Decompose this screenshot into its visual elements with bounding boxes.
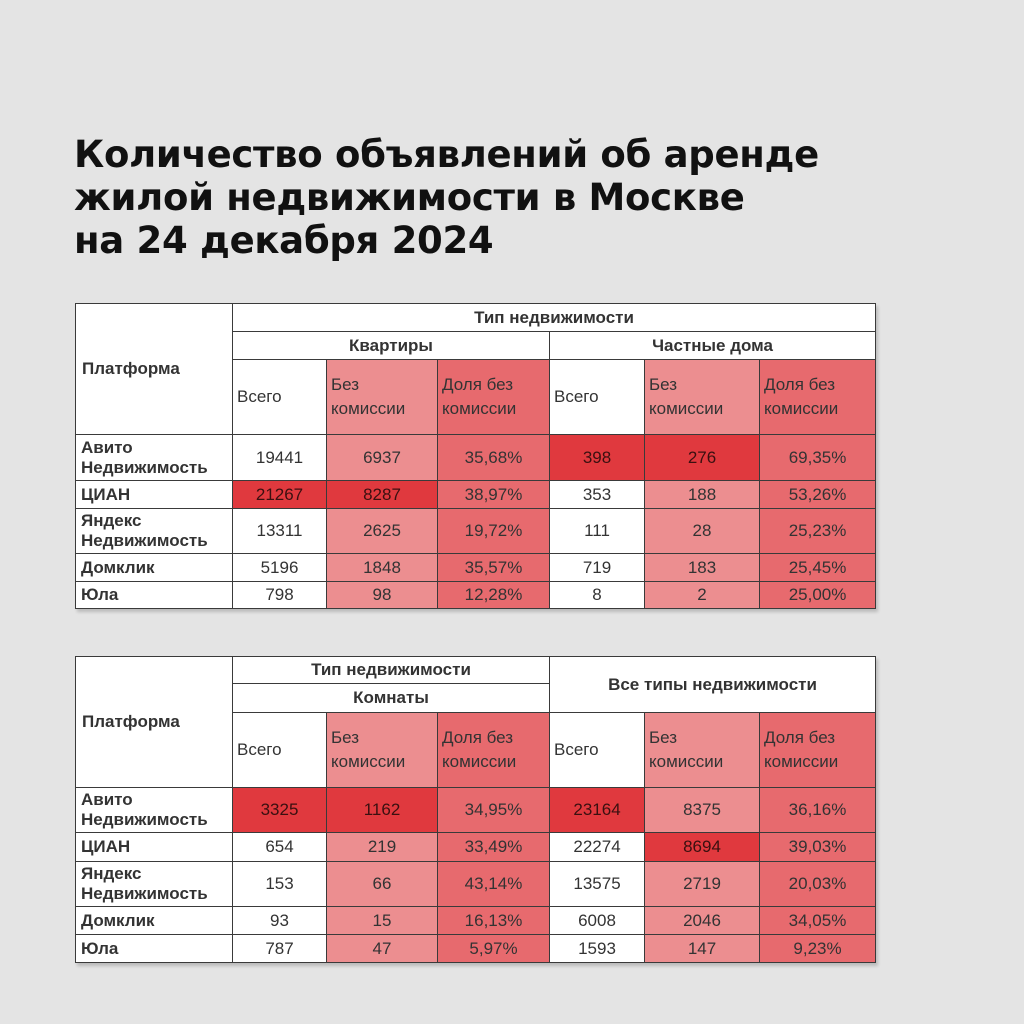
cell-value: 39,03% xyxy=(760,833,876,862)
cell-value: 798 xyxy=(233,582,327,609)
platform-name: Юла xyxy=(76,582,233,609)
platform-name: Авито Недвижимость xyxy=(76,788,233,833)
cell-value: 2719 xyxy=(645,862,760,907)
col-no-fee: Без комиссии xyxy=(327,713,438,788)
cell-value: 276 xyxy=(645,435,760,481)
col-no-fee: Без комиссии xyxy=(645,360,760,435)
col-total: Всего xyxy=(233,360,327,435)
table-rooms-all-types xyxy=(75,656,876,963)
cell-value: 21267 xyxy=(233,481,327,509)
col-total: Всего xyxy=(550,713,645,788)
cell-value: 19441 xyxy=(233,435,327,481)
title-line-3: на 24 декабря 2024 xyxy=(74,219,494,262)
cell-value: 36,16% xyxy=(760,788,876,833)
cell-value: 9,23% xyxy=(760,935,876,963)
cell-value: 111 xyxy=(550,509,645,554)
property-type-header: Тип недвижимости xyxy=(233,657,550,684)
cell-value: 8287 xyxy=(327,481,438,509)
table-row xyxy=(76,833,876,862)
platform-header: Платформа xyxy=(76,304,233,435)
platform-header: Платформа xyxy=(76,657,233,788)
table-row xyxy=(76,862,876,907)
table-row xyxy=(76,481,876,509)
cell-value: 28 xyxy=(645,509,760,554)
cell-value: 147 xyxy=(645,935,760,963)
cell-value: 719 xyxy=(550,554,645,582)
cell-value: 93 xyxy=(233,907,327,935)
cell-value: 2 xyxy=(645,582,760,609)
cell-value: 69,35% xyxy=(760,435,876,481)
cell-value: 6937 xyxy=(327,435,438,481)
property-type-header: Тип недвижимости xyxy=(233,304,876,332)
cell-value: 2046 xyxy=(645,907,760,935)
cell-value: 1848 xyxy=(327,554,438,582)
section-rooms: Комнаты xyxy=(233,684,550,713)
cell-value: 66 xyxy=(327,862,438,907)
col-share-no-fee: Доля без комиссии xyxy=(760,713,876,788)
cell-value: 19,72% xyxy=(438,509,550,554)
platform-name: Домклик xyxy=(76,907,233,935)
cell-value: 15 xyxy=(327,907,438,935)
cell-value: 654 xyxy=(233,833,327,862)
col-share-no-fee: Доля без комиссии xyxy=(438,713,550,788)
col-no-fee: Без комиссии xyxy=(645,713,760,788)
col-total: Всего xyxy=(550,360,645,435)
section-all-types: Все типы недвижимости xyxy=(550,657,876,713)
cell-value: 1593 xyxy=(550,935,645,963)
cell-value: 13575 xyxy=(550,862,645,907)
cell-value: 47 xyxy=(327,935,438,963)
cell-value: 22274 xyxy=(550,833,645,862)
platform-name: Юла xyxy=(76,935,233,963)
table-row xyxy=(76,509,876,554)
cell-value: 16,13% xyxy=(438,907,550,935)
cell-value: 1162 xyxy=(327,788,438,833)
cell-value: 25,23% xyxy=(760,509,876,554)
platform-name: Яндекс Недвижимость xyxy=(76,862,233,907)
cell-value: 33,49% xyxy=(438,833,550,862)
cell-value: 8 xyxy=(550,582,645,609)
platform-name: ЦИАН xyxy=(76,833,233,862)
cell-value: 38,97% xyxy=(438,481,550,509)
title-line-2: жилой недвижимости в Москве xyxy=(74,176,745,219)
platform-name: Авито Недвижимость xyxy=(76,435,233,481)
platform-name: Яндекс Недвижимость xyxy=(76,509,233,554)
table-row xyxy=(76,435,876,481)
table-row xyxy=(76,935,876,963)
cell-value: 2625 xyxy=(327,509,438,554)
cell-value: 34,05% xyxy=(760,907,876,935)
cell-value: 12,28% xyxy=(438,582,550,609)
table-row xyxy=(76,788,876,833)
col-no-fee: Без комиссии xyxy=(327,360,438,435)
cell-value: 3325 xyxy=(233,788,327,833)
cell-value: 353 xyxy=(550,481,645,509)
table-row xyxy=(76,554,876,582)
cell-value: 98 xyxy=(327,582,438,609)
cell-value: 8375 xyxy=(645,788,760,833)
cell-value: 25,00% xyxy=(760,582,876,609)
title-line-1: Количество объявлений об аренде xyxy=(74,133,819,176)
col-share-no-fee: Доля без комиссии xyxy=(760,360,876,435)
cell-value: 20,03% xyxy=(760,862,876,907)
cell-value: 5,97% xyxy=(438,935,550,963)
table-row xyxy=(76,907,876,935)
section-private-houses: Частные дома xyxy=(550,332,876,360)
col-total: Всего xyxy=(233,713,327,788)
cell-value: 5196 xyxy=(233,554,327,582)
cell-value: 23164 xyxy=(550,788,645,833)
platform-name: Домклик xyxy=(76,554,233,582)
platform-name: ЦИАН xyxy=(76,481,233,509)
cell-value: 183 xyxy=(645,554,760,582)
cell-value: 188 xyxy=(645,481,760,509)
cell-value: 398 xyxy=(550,435,645,481)
page-title xyxy=(74,133,954,262)
cell-value: 219 xyxy=(327,833,438,862)
cell-value: 6008 xyxy=(550,907,645,935)
cell-value: 25,45% xyxy=(760,554,876,582)
cell-value: 13311 xyxy=(233,509,327,554)
col-share-no-fee: Доля без комиссии xyxy=(438,360,550,435)
table-row xyxy=(76,582,876,609)
cell-value: 53,26% xyxy=(760,481,876,509)
cell-value: 8694 xyxy=(645,833,760,862)
table-apartments-houses xyxy=(75,303,876,609)
cell-value: 35,57% xyxy=(438,554,550,582)
cell-value: 153 xyxy=(233,862,327,907)
cell-value: 43,14% xyxy=(438,862,550,907)
cell-value: 35,68% xyxy=(438,435,550,481)
section-apartments: Квартиры xyxy=(233,332,550,360)
cell-value: 787 xyxy=(233,935,327,963)
cell-value: 34,95% xyxy=(438,788,550,833)
